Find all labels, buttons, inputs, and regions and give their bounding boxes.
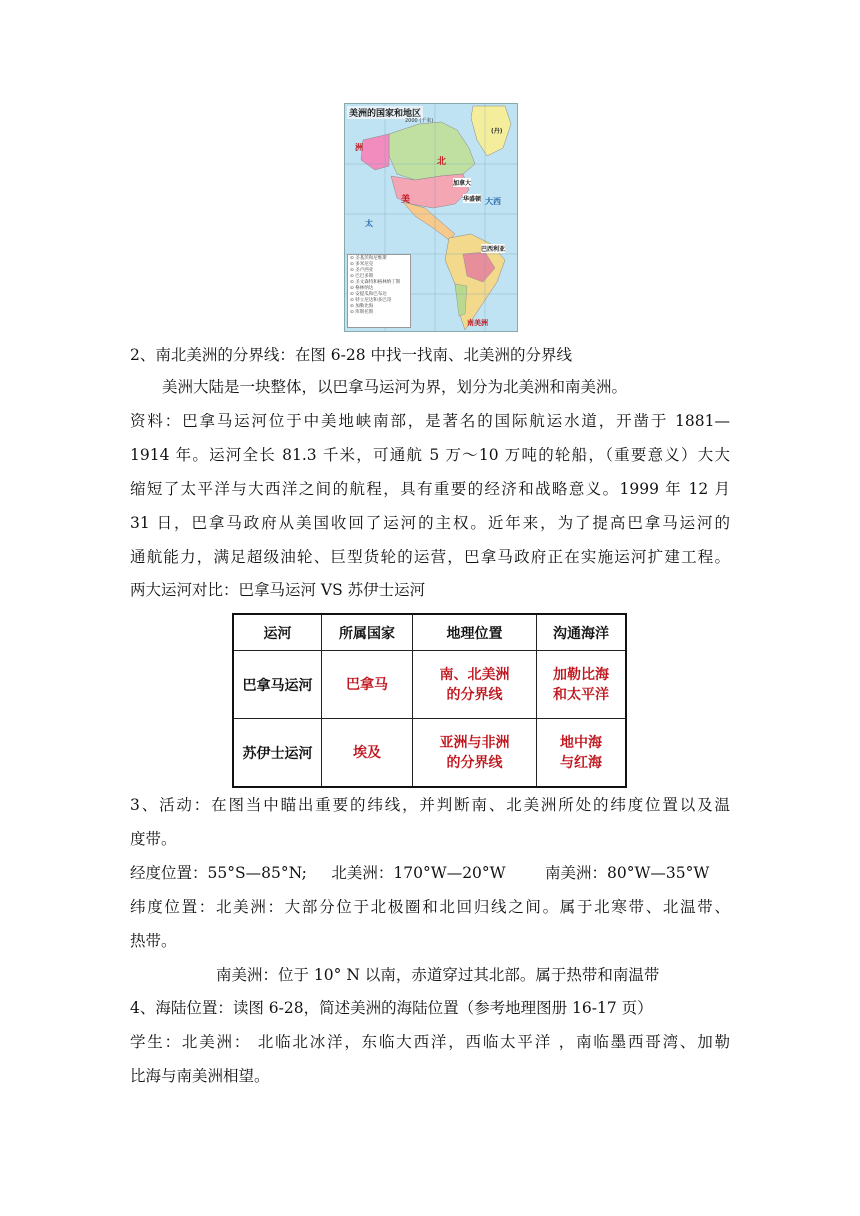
legend-item: ⊙ 安提瓜和巴布达 [350,292,387,297]
map-label-atlantic: 大西 [485,197,501,206]
map-label-south-america: 南美洲 [467,319,488,327]
canal-country: 埃及 [322,719,413,788]
legend-item: ⊙ 多米尼克 [350,262,374,267]
latitude-line-1: 纬度位置：北美洲：大部分位于北极圈和北回归线之间。属于北寒带、北温带、 [130,898,730,916]
question-3-line-1: 3、活动：在图当中瞄出重要的纬线，并判断南、北美洲所处的纬度位置以及温 [130,796,730,814]
table-row [233,719,626,788]
location-line: 的分界线 [446,754,503,771]
canal-compare-heading: 两大运河对比：巴拿马运河 VS 苏伊士运河 [130,581,426,599]
longitude-position: 经度位置：55°S—85°N; 北美洲：170°W—20°W 南美洲：80°W—35°W [130,864,710,882]
question-2-heading: 2、南北美洲的分界线：在图 6-28 中找一找南、北美洲的分界线 [130,346,573,364]
student-answer-line-1: 学生：北美洲： 北临北冰洋，东临大西洋，西临太平洋 ，南临墨西哥湾、加勒 [130,1033,730,1051]
location-line: 亚洲与非洲 [439,734,510,751]
map-label-canada: 加拿大 [453,180,472,187]
info-line-5: 通航能力，满足超级油轮、巨型货轮的运营，巴拿马政府正在实施运河扩建工程。 [130,548,730,566]
question-3-line-2: 度带。 [130,830,177,848]
latitude-south-america: 南美洲：位于 10° N 以南，赤道穿过其北部。属于热带和南温带 [216,966,660,984]
legend-item: ⊙ 加勒比海 [350,304,374,309]
canal-location [413,719,537,788]
canal-seas [537,651,627,719]
americas-map-figure [344,103,518,332]
info-line-2: 1914 年。运河全长 81.3 千米，可通航 5 万～10 万吨的轮船，（重要意义）大大 [130,446,730,464]
table-header: 所属国家 [322,614,413,651]
map-legend [347,254,411,328]
latitude-line-2: 热带。 [130,932,177,950]
seas-line: 加勒比海 [553,666,609,683]
seas-line: 与红海 [560,754,602,771]
map-label-north: 北 [437,157,447,167]
map-label-america: 美 [401,195,411,205]
seas-line: 地中海 [560,734,602,751]
legend-item: ⊙ 圣基茨和尼维斯 [350,256,387,261]
canal-country: 巴拿马 [322,651,413,719]
question-2-body: 美洲大陆是一块整体，以巴拿马运河为界，划分为北美洲和南美洲。 [162,378,628,396]
canal-name: 巴拿马运河 [233,651,322,719]
canal-name: 苏伊士运河 [233,719,322,788]
info-line-3: 缩短了太平洋与大西洋之间的航程，具有重要的经济和战略意义。1999 年 12 月 [130,480,730,498]
seas-line: 和太平洋 [553,686,609,703]
table-header: 沟通海洋 [537,614,627,651]
map-scale: 2000 (千米) [405,118,434,124]
legend-item: ⊙ 圣卢西亚 [350,268,374,273]
legend-item: ⊙ 圣文森特和格林纳丁斯 [350,280,401,285]
map-label-brasilia: 巴西利亚 [481,246,506,253]
legend-item: ⊙ 格林纳达 [350,286,374,291]
student-answer-line-2: 比海与南美洲相望。 [130,1067,270,1085]
location-line: 的分界线 [446,686,503,703]
location-line: 南、北美洲 [439,666,510,683]
table-header: 地理位置 [413,614,537,651]
table-header: 运河 [233,614,322,651]
canal-seas [537,719,627,788]
canal-comparison-table [232,613,627,788]
legend-item: ⊙ 库斯托斯 [350,310,374,315]
info-line-1: 资料：巴拿马运河位于中美地峡南部，是著名的国际航运水道，开凿于 1881— [130,412,730,430]
table-row [233,651,626,719]
map-label-pacific: 太 [365,219,373,228]
question-4-heading: 4、海陆位置：读图 6-28，简述美洲的海陆位置（参考地理图册 16-17 页） [130,999,653,1017]
map-label-alaska: 洲 [355,143,363,152]
canal-location [413,651,537,719]
legend-item: ⊙ 巴巴多斯 [350,274,374,279]
legend-item: ⊙ 特立尼达和多巴哥 [350,298,392,303]
info-line-4: 31 日，巴拿马政府从美国收回了运河的主权。近年来，为了提高巴拿马运河的 [130,514,730,532]
map-title: 美洲的国家和地区 [347,106,423,119]
map-label-greenland: (丹) [491,128,503,135]
map-label-washington: 华盛顿 [463,196,482,203]
table-header-row [233,614,626,651]
